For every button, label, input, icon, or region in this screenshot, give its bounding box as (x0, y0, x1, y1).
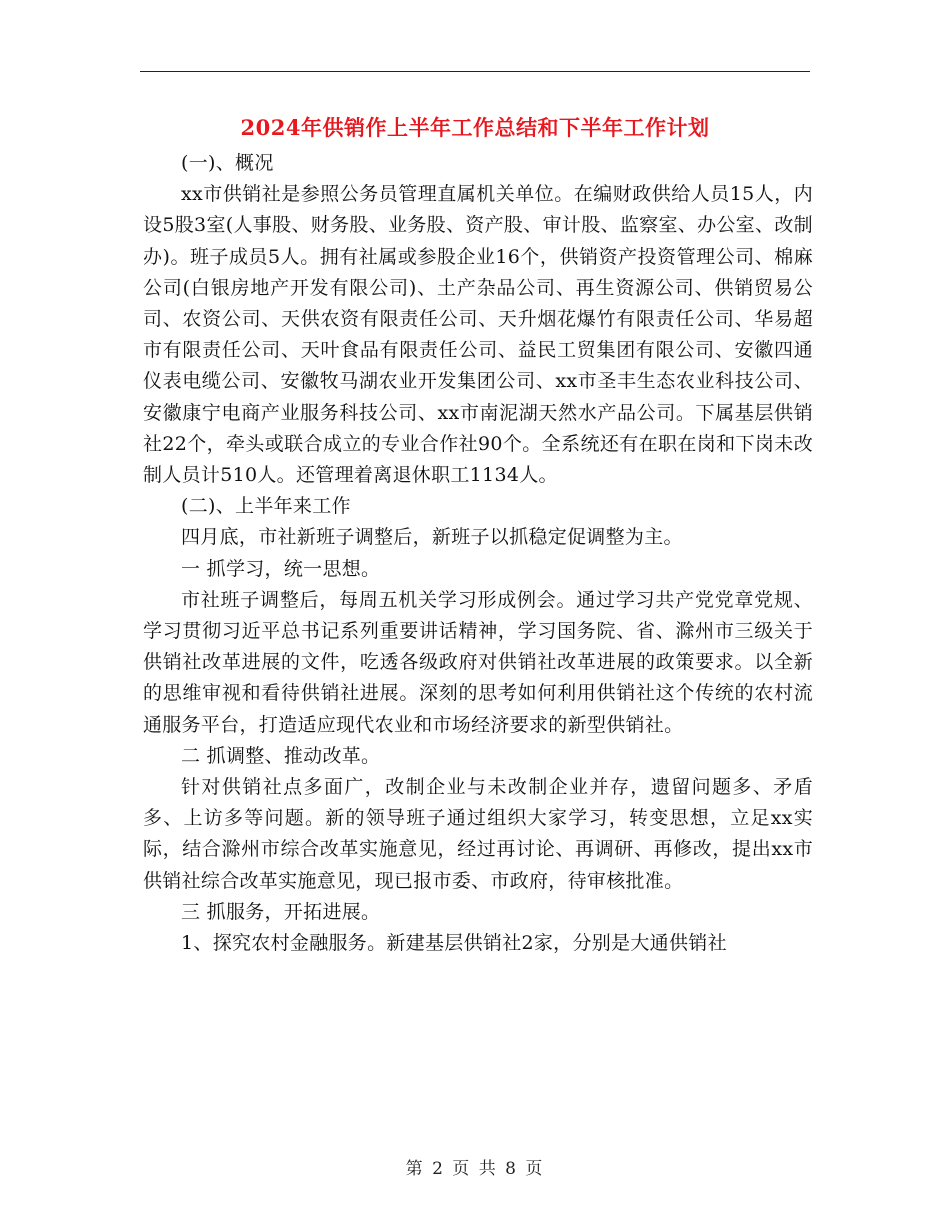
paragraph-intro: 四月底，市社新班子调整后，新班子以抓稳定促调整为主。 (181, 526, 683, 549)
subheading-service: 三 抓服务，开拓进展。 (181, 900, 381, 923)
document-body (143, 148, 813, 959)
section-heading-overview: (一)、概况 (181, 152, 274, 174)
header-rule (140, 71, 810, 72)
subheading-study: 一 抓学习，统一思想。 (181, 557, 381, 580)
subheading-reform: 二 抓调整、推动改革。 (181, 744, 381, 767)
paragraph-study: 市社班子调整后，每周五机关学习形成例会。通过学习共产党党章党规、学习贯彻习近平总书记系列重要讲话精神，学习国务院、省、滁州市三级关于供销社改革进展的文件，吃透各级政府对供销社改革进展的政策要求。以全新的思维审视和看待供销社进展。深刻的思考如何利用供销社这个传统的农村流通服务平台，打造适应现代农业和市场经济要求的新型供销社。 (143, 588, 813, 736)
page-number-footer: 第 2 页 共 8 页 (405, 1159, 545, 1179)
section-heading-first-half: (二)、上半年来工作 (181, 495, 351, 518)
paragraph-overview: xx市供销社是参照公务员管理直属机关单位。在编财政供给人员15人，内设5股3室(人事股、财务股、业务股、资产股、审计股、监察室、办公室、改制办)。班子成员5人。拥有社属或参股企业16个，供销资产投资管理公司、棉麻公司(白银房地产开发有限公司)、土产杂品公司、再生资源公司、供销贸易公司、农资公司、天供农资有限责任公司、天升烟花爆竹有限责任公司、华易超市有限责任公司、天叶食品有限责任公司、益民工贸集团有限公司、安徽四通仪表电缆公司、安徽牧马湖农业开发集团公司、xx市圣丰生态农业科技公司、安徽康宁电商产业服务科技公司、xx市南泥湖天然水产品公司。下属基层供销社22个，牵头或联合成立的专业合作社90个。全系统还有在职在岗和下岗未改制人员计510人。还管理着离退休职工1134人。 (143, 183, 813, 487)
paragraph-finance-service: 1、探究农村金融服务。新建基层供销社2家，分别是大通供销社 (181, 932, 727, 955)
paragraph-reform: 针对供销社点多面广，改制企业与未改制企业并存，遗留问题多、矛盾多、上访多等问题。新的领导班子通过组织大家学习，转变思想，立足xx实际，结合滁州市综合改革实施意见，经过再讨论、再调研、再修改，提出xx市供销社综合改革实施意见，现已报市委、市政府，待审核批准。 (143, 776, 813, 892)
document-title: 2024年供销作上半年工作总结和下半年工作计划 (240, 115, 710, 140)
